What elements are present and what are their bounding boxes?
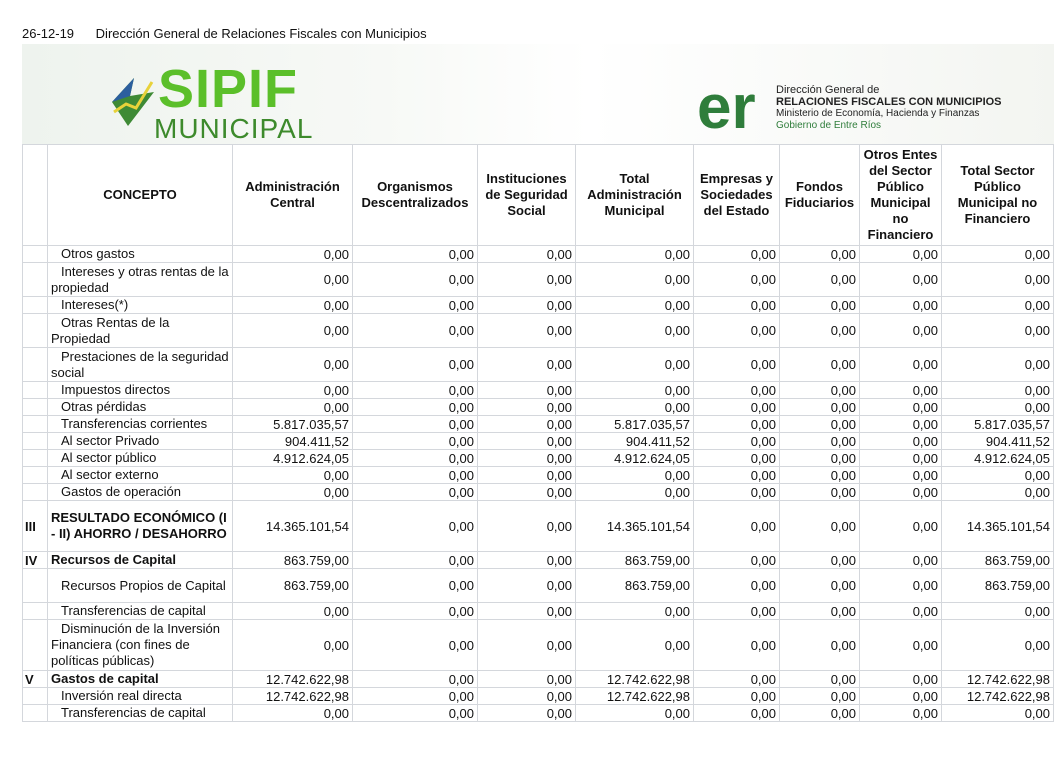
row-value-cell: 863.759,00 bbox=[942, 569, 1054, 603]
row-value-cell: 14.365.101,54 bbox=[942, 501, 1054, 552]
row-value-cell: 0,00 bbox=[694, 399, 780, 416]
row-concept bbox=[48, 501, 233, 552]
row-concept-label: Recursos de Capital bbox=[51, 552, 176, 567]
row-value-cell: 0,00 bbox=[478, 246, 576, 263]
row-section-number bbox=[23, 467, 48, 484]
row-value-cell: 0,00 bbox=[478, 484, 576, 501]
table-row bbox=[23, 552, 1054, 569]
row-section-number bbox=[23, 246, 48, 263]
row-concept bbox=[48, 569, 233, 603]
row-value-cell: 0,00 bbox=[860, 416, 942, 433]
row-section-number bbox=[23, 603, 48, 620]
row-value-cell: 904.411,52 bbox=[942, 433, 1054, 450]
er-text-line3: Ministerio de Economía, Hacienda y Finanzas bbox=[776, 108, 980, 119]
row-value-cell: 0,00 bbox=[478, 467, 576, 484]
table-row bbox=[23, 297, 1054, 314]
row-value-cell: 0,00 bbox=[860, 569, 942, 603]
row-value-cell: 0,00 bbox=[233, 246, 353, 263]
row-value-cell: 0,00 bbox=[860, 688, 942, 705]
row-section-number bbox=[23, 263, 48, 297]
row-value-cell: 0,00 bbox=[860, 671, 942, 688]
row-value-cell: 0,00 bbox=[780, 297, 860, 314]
row-value-cell: 0,00 bbox=[860, 348, 942, 382]
row-value-cell: 0,00 bbox=[780, 314, 860, 348]
row-value-cell: 0,00 bbox=[860, 501, 942, 552]
row-value-cell: 0,00 bbox=[942, 603, 1054, 620]
row-section-number bbox=[23, 348, 48, 382]
row-concept-label: Al sector Privado bbox=[61, 433, 160, 448]
row-concept bbox=[48, 314, 233, 348]
row-section-number: III bbox=[23, 501, 48, 552]
row-concept bbox=[48, 705, 233, 722]
row-value-cell: 0,00 bbox=[478, 705, 576, 722]
row-value-cell: 0,00 bbox=[942, 620, 1054, 671]
row-value-cell: 0,00 bbox=[576, 620, 694, 671]
table-row bbox=[23, 450, 1054, 467]
row-value-cell: 0,00 bbox=[478, 382, 576, 399]
row-concept bbox=[48, 552, 233, 569]
row-value-cell: 0,00 bbox=[694, 620, 780, 671]
table-row bbox=[23, 416, 1054, 433]
row-value-cell: 0,00 bbox=[478, 569, 576, 603]
row-value-cell: 863.759,00 bbox=[233, 552, 353, 569]
row-value-cell: 0,00 bbox=[942, 246, 1054, 263]
row-value-cell: 0,00 bbox=[780, 416, 860, 433]
row-concept-label: Impuestos directos bbox=[61, 382, 171, 397]
row-value-cell: 0,00 bbox=[860, 484, 942, 501]
row-value-cell: 0,00 bbox=[694, 603, 780, 620]
row-section-number: IV bbox=[23, 552, 48, 569]
row-value-cell: 0,00 bbox=[478, 450, 576, 467]
row-value-cell: 0,00 bbox=[353, 620, 478, 671]
row-value-cell: 0,00 bbox=[353, 246, 478, 263]
row-value-cell: 0,00 bbox=[233, 603, 353, 620]
er-logo-mark: er bbox=[697, 78, 756, 134]
row-value-cell: 0,00 bbox=[694, 705, 780, 722]
row-concept bbox=[48, 382, 233, 399]
row-value-cell: 0,00 bbox=[353, 263, 478, 297]
row-value-cell: 0,00 bbox=[353, 569, 478, 603]
row-value-cell: 0,00 bbox=[942, 297, 1054, 314]
row-value-cell: 863.759,00 bbox=[576, 569, 694, 603]
row-value-cell: 0,00 bbox=[233, 705, 353, 722]
row-value-cell: 0,00 bbox=[694, 467, 780, 484]
row-section-number bbox=[23, 620, 48, 671]
row-value-cell: 0,00 bbox=[694, 382, 780, 399]
row-value-cell: 0,00 bbox=[694, 433, 780, 450]
row-value-cell: 0,00 bbox=[576, 467, 694, 484]
row-value-cell: 0,00 bbox=[478, 314, 576, 348]
row-value-cell: 12.742.622,98 bbox=[233, 671, 353, 688]
row-value-cell: 0,00 bbox=[860, 314, 942, 348]
row-value-cell: 0,00 bbox=[780, 246, 860, 263]
er-text-line4: Gobierno de Entre Ríos bbox=[776, 120, 882, 131]
table-row bbox=[23, 671, 1054, 688]
row-section-number: V bbox=[23, 671, 48, 688]
row-section-number bbox=[23, 433, 48, 450]
row-value-cell: 0,00 bbox=[694, 314, 780, 348]
row-value-cell: 0,00 bbox=[860, 263, 942, 297]
row-value-cell: 0,00 bbox=[233, 399, 353, 416]
row-value-cell: 5.817.035,57 bbox=[576, 416, 694, 433]
row-section-number bbox=[23, 314, 48, 348]
sipif-logo bbox=[108, 60, 328, 145]
column-header: Total Administración Municipal bbox=[576, 145, 694, 246]
column-header-concepto: CONCEPTO bbox=[48, 145, 233, 246]
row-value-cell: 0,00 bbox=[478, 552, 576, 569]
row-value-cell: 0,00 bbox=[694, 552, 780, 569]
row-concept bbox=[48, 348, 233, 382]
row-concept bbox=[48, 433, 233, 450]
row-value-cell: 0,00 bbox=[780, 450, 860, 467]
row-concept bbox=[48, 671, 233, 688]
row-value-cell: 0,00 bbox=[694, 450, 780, 467]
row-value-cell: 0,00 bbox=[576, 263, 694, 297]
row-section-number bbox=[23, 688, 48, 705]
row-value-cell: 0,00 bbox=[576, 246, 694, 263]
row-value-cell: 0,00 bbox=[233, 382, 353, 399]
row-value-cell: 5.817.035,57 bbox=[942, 416, 1054, 433]
row-value-cell: 0,00 bbox=[478, 297, 576, 314]
row-value-cell: 0,00 bbox=[478, 501, 576, 552]
row-value-cell: 5.817.035,57 bbox=[233, 416, 353, 433]
row-value-cell: 0,00 bbox=[353, 416, 478, 433]
table-row bbox=[23, 569, 1054, 603]
table-row bbox=[23, 688, 1054, 705]
arrow-chart-icon bbox=[108, 68, 160, 128]
column-header: Fondos Fiduciarios bbox=[780, 145, 860, 246]
row-value-cell: 0,00 bbox=[860, 467, 942, 484]
row-concept-label: Al sector externo bbox=[61, 467, 159, 482]
row-value-cell: 0,00 bbox=[353, 450, 478, 467]
row-value-cell: 0,00 bbox=[478, 433, 576, 450]
row-value-cell: 0,00 bbox=[478, 603, 576, 620]
row-concept-label: Intereses(*) bbox=[61, 297, 129, 312]
table-row bbox=[23, 620, 1054, 671]
row-concept bbox=[48, 450, 233, 467]
row-value-cell: 0,00 bbox=[860, 705, 942, 722]
row-value-cell: 0,00 bbox=[780, 603, 860, 620]
row-value-cell: 0,00 bbox=[694, 671, 780, 688]
row-section-number bbox=[23, 297, 48, 314]
column-header: Otros Entes del Sector Público Municipal no Financiero bbox=[860, 145, 942, 246]
table-row bbox=[23, 433, 1054, 450]
row-value-cell: 0,00 bbox=[860, 603, 942, 620]
row-value-cell: 0,00 bbox=[942, 382, 1054, 399]
table-body bbox=[23, 246, 1054, 722]
municipal-logo-word: MUNICIPAL bbox=[154, 113, 314, 144]
row-value-cell: 0,00 bbox=[576, 603, 694, 620]
row-section-number bbox=[23, 484, 48, 501]
row-value-cell: 0,00 bbox=[780, 705, 860, 722]
row-concept-label: Otras Rentas de la Propiedad bbox=[51, 314, 170, 346]
row-value-cell: 0,00 bbox=[353, 433, 478, 450]
table-row bbox=[23, 603, 1054, 620]
row-concept bbox=[48, 620, 233, 671]
row-value-cell: 0,00 bbox=[353, 671, 478, 688]
row-value-cell: 0,00 bbox=[694, 263, 780, 297]
row-value-cell: 0,00 bbox=[780, 569, 860, 603]
row-value-cell: 0,00 bbox=[353, 501, 478, 552]
row-value-cell: 0,00 bbox=[233, 314, 353, 348]
table-header-row bbox=[23, 145, 1054, 246]
row-concept bbox=[48, 688, 233, 705]
table-row bbox=[23, 348, 1054, 382]
row-value-cell: 0,00 bbox=[942, 467, 1054, 484]
row-value-cell: 0,00 bbox=[576, 705, 694, 722]
row-value-cell: 0,00 bbox=[942, 263, 1054, 297]
row-value-cell: 0,00 bbox=[353, 603, 478, 620]
row-value-cell: 0,00 bbox=[478, 348, 576, 382]
column-header: Empresas y Sociedades del Estado bbox=[694, 145, 780, 246]
row-value-cell: 4.912.624,05 bbox=[942, 450, 1054, 467]
column-header: Instituciones de Seguridad Social bbox=[478, 145, 576, 246]
row-value-cell: 0,00 bbox=[780, 348, 860, 382]
table-row bbox=[23, 382, 1054, 399]
row-value-cell: 0,00 bbox=[694, 569, 780, 603]
row-concept-label: Gastos de operación bbox=[61, 484, 181, 499]
row-concept-label: Transferencias de capital bbox=[61, 603, 206, 618]
row-value-cell: 14.365.101,54 bbox=[576, 501, 694, 552]
column-header: Total Sector Público Municipal no Financiero bbox=[942, 145, 1054, 246]
row-concept bbox=[48, 467, 233, 484]
row-concept-label: Intereses y otras rentas de la propiedad bbox=[51, 263, 229, 295]
row-section-number bbox=[23, 382, 48, 399]
row-value-cell: 0,00 bbox=[942, 399, 1054, 416]
header-date: 26-12-19 bbox=[22, 26, 75, 41]
row-value-cell: 0,00 bbox=[780, 399, 860, 416]
table-row bbox=[23, 314, 1054, 348]
column-header: Organismos Descentralizados bbox=[353, 145, 478, 246]
row-value-cell: 12.742.622,98 bbox=[233, 688, 353, 705]
row-value-cell: 0,00 bbox=[860, 297, 942, 314]
row-value-cell: 0,00 bbox=[233, 263, 353, 297]
row-value-cell: 0,00 bbox=[478, 671, 576, 688]
row-value-cell: 0,00 bbox=[353, 348, 478, 382]
er-text-line1: Dirección General de bbox=[776, 84, 880, 96]
row-value-cell: 0,00 bbox=[233, 348, 353, 382]
row-concept bbox=[48, 603, 233, 620]
row-concept-label: Inversión real directa bbox=[61, 688, 182, 703]
table-row bbox=[23, 484, 1054, 501]
row-section-number bbox=[23, 450, 48, 467]
row-value-cell: 0,00 bbox=[694, 297, 780, 314]
row-value-cell: 12.742.622,98 bbox=[942, 671, 1054, 688]
row-value-cell: 0,00 bbox=[576, 382, 694, 399]
row-value-cell: 863.759,00 bbox=[233, 569, 353, 603]
row-value-cell: 12.742.622,98 bbox=[942, 688, 1054, 705]
row-value-cell: 0,00 bbox=[860, 399, 942, 416]
row-value-cell: 0,00 bbox=[780, 671, 860, 688]
row-value-cell: 0,00 bbox=[780, 620, 860, 671]
fiscal-table bbox=[22, 144, 1054, 722]
row-value-cell: 0,00 bbox=[576, 348, 694, 382]
row-concept bbox=[48, 399, 233, 416]
row-section-number bbox=[23, 705, 48, 722]
row-value-cell: 863.759,00 bbox=[942, 552, 1054, 569]
row-value-cell: 0,00 bbox=[353, 297, 478, 314]
row-value-cell: 12.742.622,98 bbox=[576, 671, 694, 688]
table-row bbox=[23, 501, 1054, 552]
row-value-cell: 0,00 bbox=[233, 620, 353, 671]
row-value-cell: 0,00 bbox=[694, 348, 780, 382]
row-value-cell: 0,00 bbox=[694, 416, 780, 433]
column-header: Administración Central bbox=[233, 145, 353, 246]
row-value-cell: 0,00 bbox=[233, 467, 353, 484]
table-row bbox=[23, 263, 1054, 297]
row-concept bbox=[48, 246, 233, 263]
row-value-cell: 12.742.622,98 bbox=[576, 688, 694, 705]
row-value-cell: 0,00 bbox=[478, 416, 576, 433]
row-value-cell: 0,00 bbox=[478, 263, 576, 297]
row-value-cell: 0,00 bbox=[780, 382, 860, 399]
column-header bbox=[23, 145, 48, 246]
row-section-number bbox=[23, 416, 48, 433]
document-header bbox=[22, 26, 427, 41]
row-value-cell: 0,00 bbox=[353, 552, 478, 569]
row-concept-label: Transferencias corrientes bbox=[61, 416, 208, 431]
row-concept-label: RESULTADO ECONÓMICO (I - II) AHORRO / DESAHORRO bbox=[51, 510, 227, 541]
table-row bbox=[23, 467, 1054, 484]
row-section-number bbox=[23, 399, 48, 416]
row-value-cell: 0,00 bbox=[233, 484, 353, 501]
row-value-cell: 0,00 bbox=[694, 246, 780, 263]
row-concept bbox=[48, 416, 233, 433]
row-value-cell: 4.912.624,05 bbox=[576, 450, 694, 467]
row-value-cell: 0,00 bbox=[780, 467, 860, 484]
row-value-cell: 0,00 bbox=[576, 484, 694, 501]
row-value-cell: 0,00 bbox=[694, 484, 780, 501]
row-value-cell: 0,00 bbox=[860, 620, 942, 671]
row-concept-label: Transferencias de capital bbox=[61, 705, 206, 720]
row-value-cell: 0,00 bbox=[780, 263, 860, 297]
row-value-cell: 0,00 bbox=[942, 705, 1054, 722]
row-value-cell: 0,00 bbox=[942, 348, 1054, 382]
row-value-cell: 0,00 bbox=[353, 399, 478, 416]
row-value-cell: 0,00 bbox=[780, 484, 860, 501]
row-value-cell: 0,00 bbox=[860, 552, 942, 569]
row-value-cell: 904.411,52 bbox=[576, 433, 694, 450]
row-value-cell: 0,00 bbox=[942, 314, 1054, 348]
row-value-cell: 0,00 bbox=[860, 433, 942, 450]
table-row bbox=[23, 399, 1054, 416]
row-concept bbox=[48, 484, 233, 501]
sipif-logo-word: SIPIF bbox=[158, 59, 299, 119]
row-value-cell: 0,00 bbox=[353, 484, 478, 501]
row-value-cell: 0,00 bbox=[478, 688, 576, 705]
row-value-cell: 0,00 bbox=[353, 467, 478, 484]
table-row bbox=[23, 246, 1054, 263]
row-concept-label: Gastos de capital bbox=[51, 671, 159, 686]
row-value-cell: 0,00 bbox=[576, 314, 694, 348]
row-concept-label: Disminución de la Inversión Financiera (con fines de políticas públicas) bbox=[51, 621, 220, 668]
row-value-cell: 0,00 bbox=[478, 399, 576, 416]
row-value-cell: 0,00 bbox=[478, 620, 576, 671]
row-concept-label: Recursos Propios de Capital bbox=[61, 577, 226, 593]
row-value-cell: 0,00 bbox=[780, 501, 860, 552]
er-logo-text bbox=[776, 84, 1002, 132]
row-value-cell: 0,00 bbox=[942, 484, 1054, 501]
table-row bbox=[23, 705, 1054, 722]
row-value-cell: 0,00 bbox=[694, 688, 780, 705]
row-value-cell: 0,00 bbox=[780, 552, 860, 569]
row-value-cell: 0,00 bbox=[860, 382, 942, 399]
row-value-cell: 14.365.101,54 bbox=[233, 501, 353, 552]
row-concept-label: Al sector público bbox=[61, 450, 157, 465]
row-value-cell: 0,00 bbox=[576, 399, 694, 416]
row-value-cell: 4.912.624,05 bbox=[233, 450, 353, 467]
er-text-line2: RELACIONES FISCALES CON MUNICIPIOS bbox=[776, 96, 1002, 108]
er-logo-icon bbox=[697, 78, 771, 134]
row-section-number bbox=[23, 569, 48, 603]
row-value-cell: 863.759,00 bbox=[576, 552, 694, 569]
row-value-cell: 0,00 bbox=[233, 297, 353, 314]
row-value-cell: 904.411,52 bbox=[233, 433, 353, 450]
row-value-cell: 0,00 bbox=[860, 246, 942, 263]
row-value-cell: 0,00 bbox=[780, 433, 860, 450]
row-concept-label: Otras pérdidas bbox=[61, 399, 147, 414]
row-concept-label: Otros gastos bbox=[61, 246, 135, 261]
row-concept-label: Prestaciones de la seguridad social bbox=[51, 348, 229, 380]
row-value-cell: 0,00 bbox=[694, 501, 780, 552]
row-value-cell: 0,00 bbox=[353, 314, 478, 348]
row-value-cell: 0,00 bbox=[353, 705, 478, 722]
row-concept bbox=[48, 263, 233, 297]
row-value-cell: 0,00 bbox=[353, 382, 478, 399]
row-value-cell: 0,00 bbox=[576, 297, 694, 314]
header-title: Dirección General de Relaciones Fiscales con Municipios bbox=[95, 26, 427, 41]
row-value-cell: 0,00 bbox=[353, 688, 478, 705]
row-concept bbox=[48, 297, 233, 314]
row-value-cell: 0,00 bbox=[780, 688, 860, 705]
row-value-cell: 0,00 bbox=[860, 450, 942, 467]
